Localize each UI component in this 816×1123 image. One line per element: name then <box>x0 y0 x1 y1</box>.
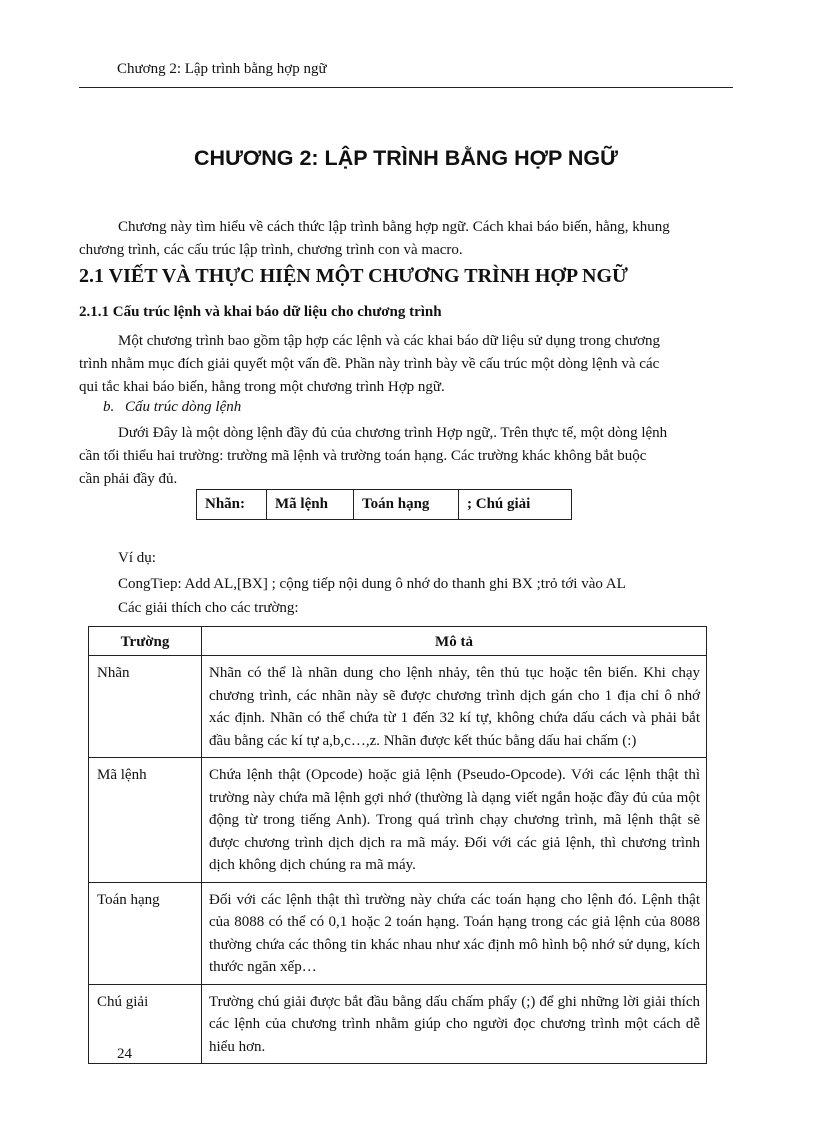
example-label: Ví dụ: <box>118 550 156 566</box>
field-comment-cell: ; Chú giải <box>459 490 572 520</box>
intro-paragraph <box>79 216 700 262</box>
example-code: CongTiep: Add AL,[BX] ; cộng tiếp nội dung ô nhớ do thanh ghi BX ;trỏ tới vào AL <box>118 576 626 592</box>
table-row <box>89 882 707 984</box>
running-header: Chương 2: Lập trình bằng hợp ngữ <box>117 61 327 77</box>
table-row <box>89 656 707 758</box>
chapter-title: CHƯƠNG 2: LẬP TRÌNH BẰNG HỢP NGỮ <box>194 146 618 170</box>
page-number: 24 <box>117 1046 132 1062</box>
table-row <box>89 984 707 1064</box>
field-opcode-cell: Mã lệnh <box>267 490 354 520</box>
line-structure-paragraph <box>79 422 700 491</box>
column-header-description: Mô tả <box>202 627 707 656</box>
explain-label: Các giải thích cho các trường: <box>118 600 299 616</box>
paragraph-line: cần phải đầy đủ. <box>79 471 178 487</box>
section-heading: 2.1 VIẾT VÀ THỰC HIỆN MỘT CHƯƠNG TRÌNH HỢP NGỮ <box>79 265 628 287</box>
table-row <box>89 758 707 883</box>
field-name-cell: Nhãn <box>89 656 202 758</box>
field-description-cell: Trường chú giải được bắt đầu bằng dấu chấm phẩy (;) để ghi những lời giải thích các lệnh của chương trình nhằm giúp cho người đọc chương trình một cách dễ hiểu hơn. <box>202 984 707 1064</box>
field-name-cell: Mã lệnh <box>89 758 202 883</box>
item-b-heading <box>103 399 241 416</box>
field-description-cell: Đối với các lệnh thật thì trường này chứa các toán hạng cho lệnh đó. Lệnh thật của 8088 có thể có 0,1 hoặc 2 toán hạng. Toán hạng trong các giả lệnh của 8088 thường chứa các thông tin khác nhau như xác định mô hình bộ nhớ sử dụng, kích thước ngăn xếp… <box>202 882 707 984</box>
header-rule <box>79 87 733 88</box>
table-header-row <box>89 627 707 656</box>
subsection-paragraph <box>79 330 700 399</box>
paragraph-line: qui tắc khai báo biến, hằng trong một chương trình Hợp ngữ. <box>79 379 445 395</box>
intro-line: chương trình, các cấu trúc lập trình, chương trình con và macro. <box>79 242 463 258</box>
item-b-text: Cấu trúc dòng lệnh <box>125 399 242 415</box>
column-header-field: Trường <box>89 627 202 656</box>
field-description-table <box>88 626 707 1064</box>
field-description-cell: Nhãn có thể là nhãn dung cho lệnh nhảy, tên thủ tục hoặc tên biến. Khi chạy chương trình, các nhãn này sẽ được chương trình dịch gán cho 1 địa chỉ ô nhớ xác định. Nhãn có thể chứa từ 1 đến 32 kí tự, không chứa dấu cách và phải bắt đầu bằng các kí tự a,b,c…,z. Nhãn được kết thúc bằng dấu hai chấm (:) <box>202 656 707 758</box>
field-name-cell: Chú giải <box>89 984 202 1064</box>
item-b-label: b. <box>103 399 115 415</box>
paragraph-line: trình nhằm mục đích giải quyết một vấn đề. Phần này trình bày về cấu trúc một dòng lệnh và các <box>79 356 660 372</box>
subsection-heading: 2.1.1 Cấu trúc lệnh và khai báo dữ liệu cho chương trình <box>79 304 442 320</box>
field-operand-cell: Toán hạng <box>354 490 459 520</box>
intro-line: Chương này tìm hiểu về cách thức lập trình bằng hợp ngữ. Cách khai báo biến, hằng, khung <box>118 219 670 235</box>
paragraph-line: cần tối thiểu hai trường: trường mã lệnh và trường toán hạng. Các trường khác không bắt buộc <box>79 448 647 464</box>
paragraph-line: Một chương trình bao gồm tập hợp các lệnh và các khai báo dữ liệu sử dụng trong chương <box>118 333 661 349</box>
paragraph-line: Dưới Đây là một dòng lệnh đầy đủ của chương trình Hợp ngữ,. Trên thực tế, một dòng lệnh <box>118 425 668 441</box>
field-label-cell: Nhãn: <box>197 490 267 520</box>
field-name-cell: Toán hạng <box>89 882 202 984</box>
instruction-fields-table <box>196 489 572 520</box>
field-description-cell: Chứa lệnh thật (Opcode) hoặc giả lệnh (Pseudo-Opcode). Với các lệnh thật thì trường này chứa mã lệnh gợi nhớ (thường là dạng viết ngắn hoặc đầy đủ của một động từ trong tiếng Anh). Trong quá trình chạy chương trình, mã lệnh thật sẽ được chương trình dịch dịch ra mã máy. Đối với các giả lệnh, thì chương trình dịch không dịch chúng ra mã máy. <box>202 758 707 883</box>
